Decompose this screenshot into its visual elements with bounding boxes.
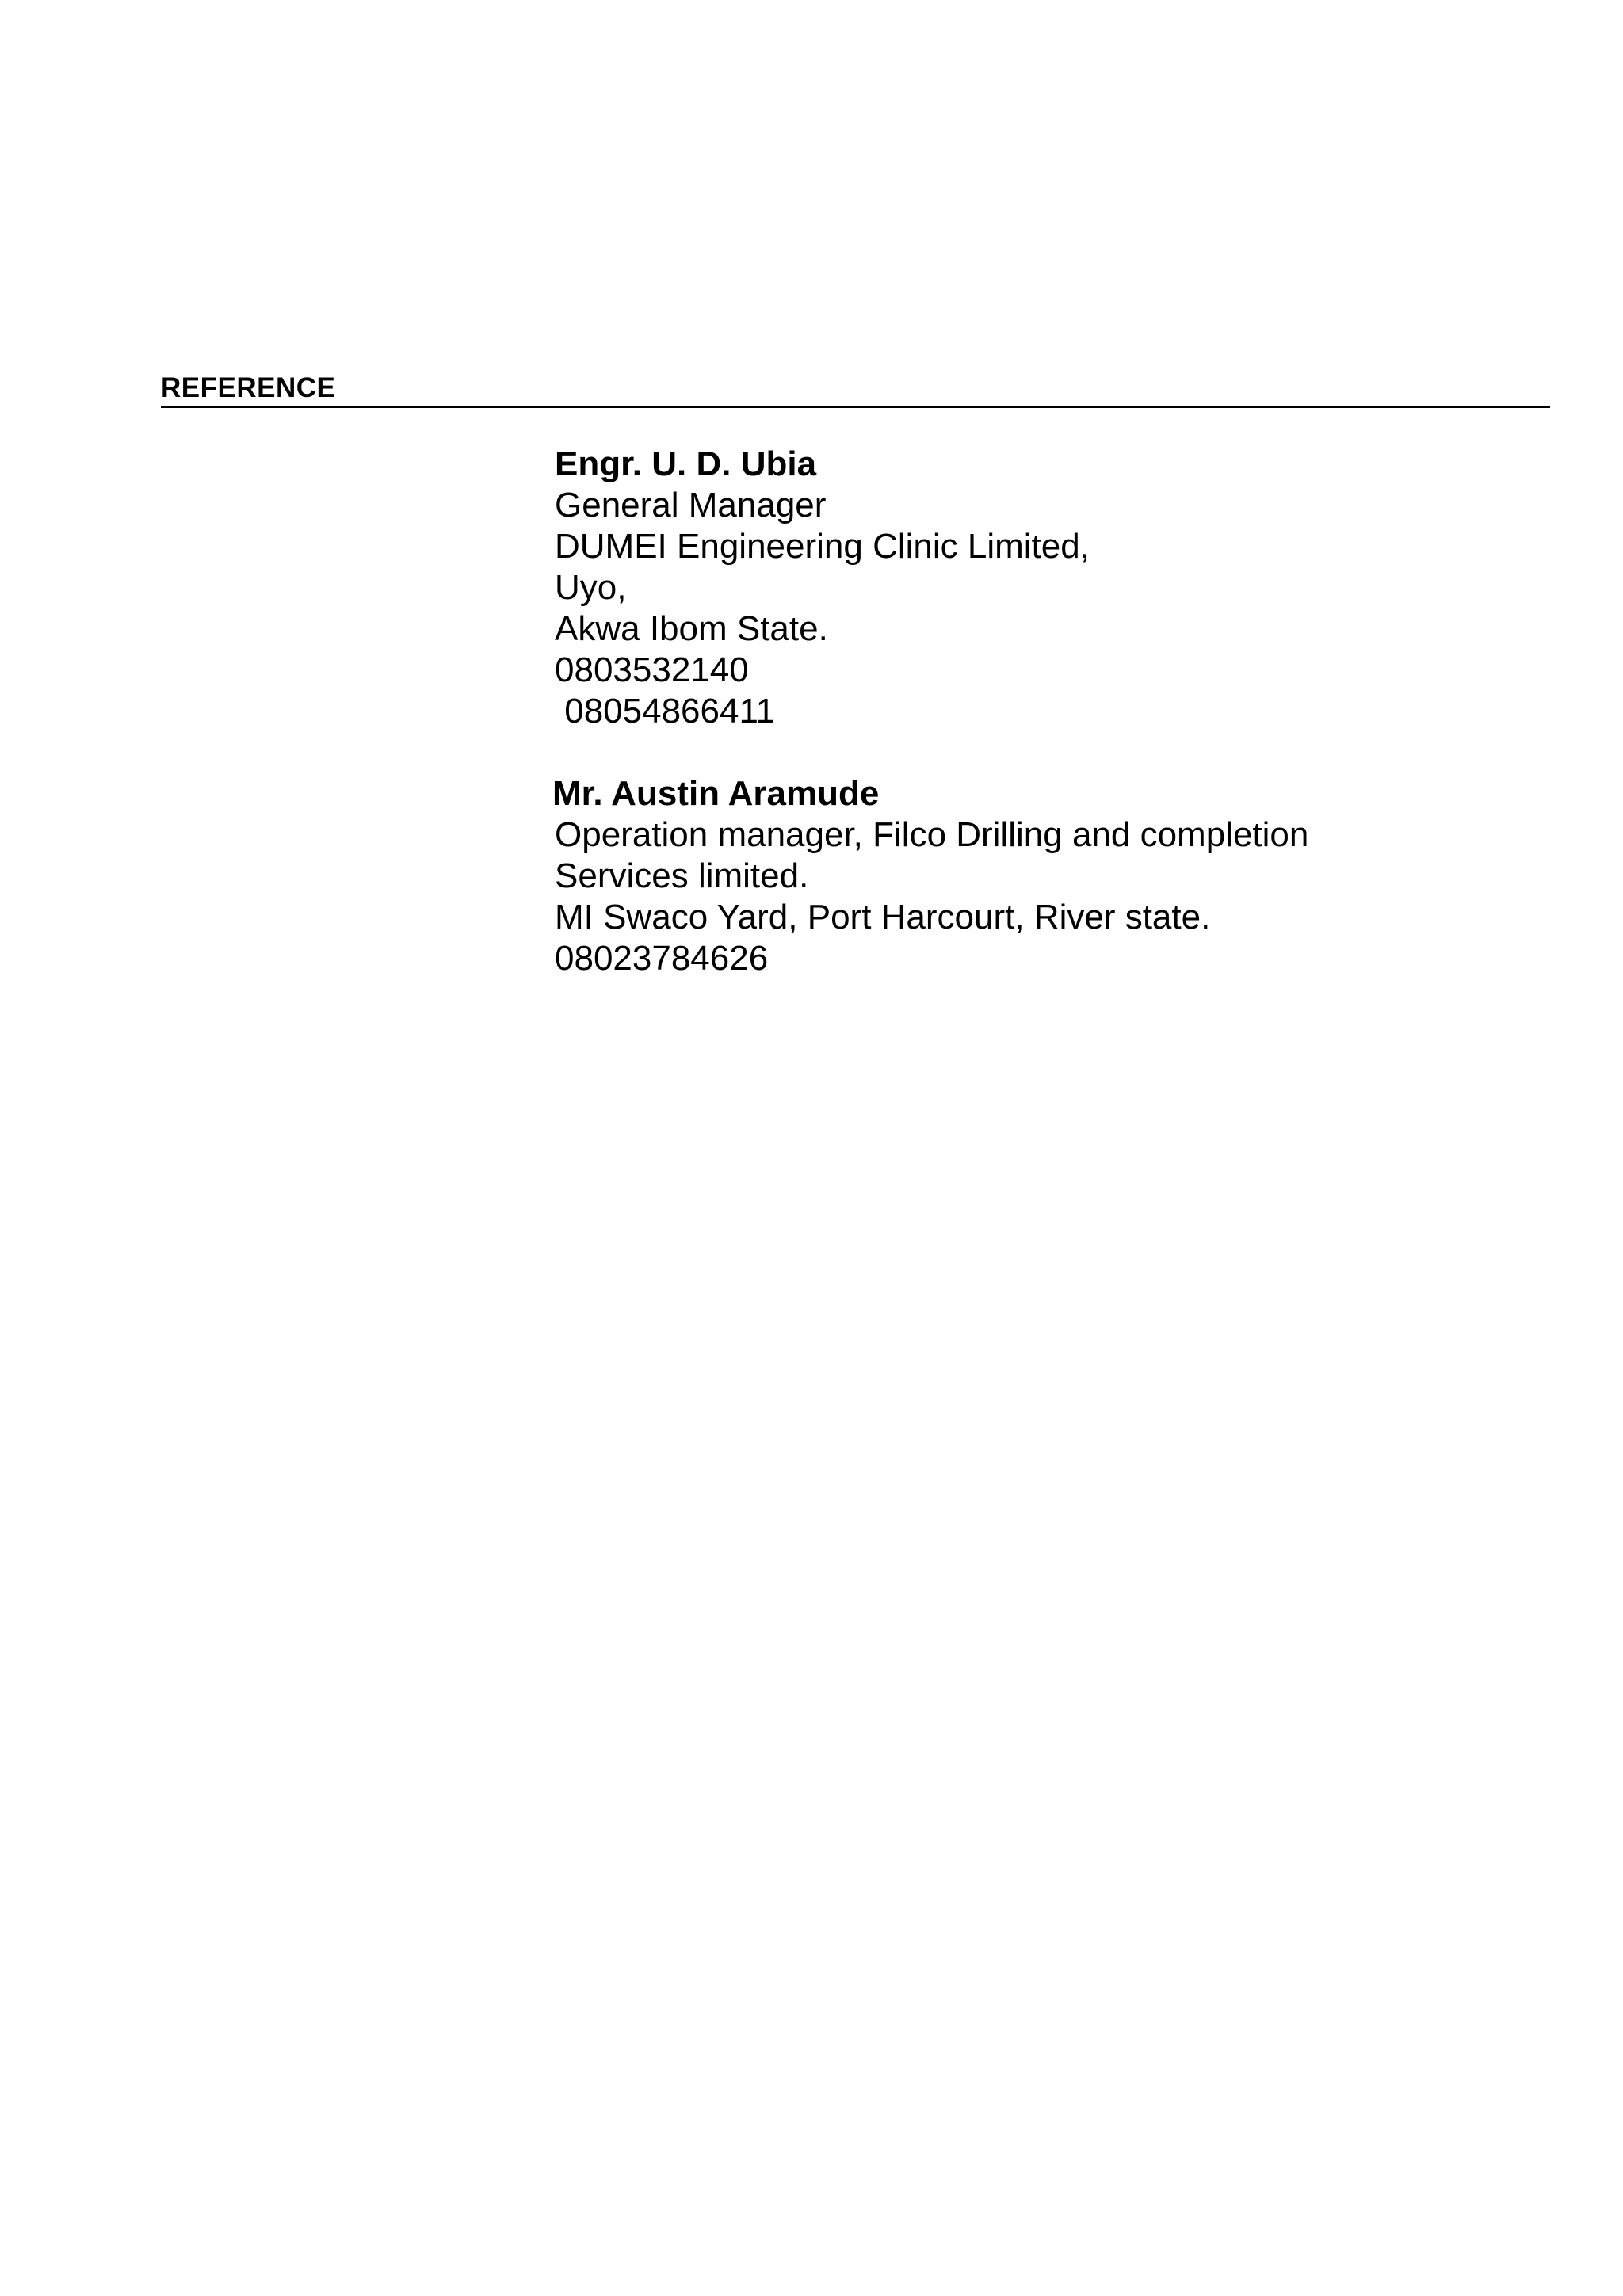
- referee-address: MI Swaco Yard, Port Harcourt, River state.: [555, 898, 1211, 936]
- referee-state: Akwa Ibom State.: [555, 609, 828, 648]
- referee-name: Mr. Austin Aramude: [552, 774, 880, 813]
- referee-position: Operation manager, Filco Drilling and completion: [555, 815, 1309, 854]
- referee-company: Services limited.: [555, 856, 809, 895]
- reference-entry-2: [552, 773, 1308, 979]
- referee-name: Engr. U. D. Ubia: [555, 444, 817, 483]
- section-title: REFERENCE: [161, 372, 336, 403]
- referee-company: DUMEI Engineering Clinic Limited,: [555, 527, 1090, 566]
- referee-title: General Manager: [555, 486, 827, 524]
- referee-city: Uyo,: [555, 568, 627, 607]
- referee-phone: 08023784626: [555, 939, 769, 978]
- referee-phone-1: 0803532140: [555, 650, 749, 689]
- reference-entry-1: [555, 444, 1090, 732]
- reference-section-header: [161, 369, 1550, 408]
- referee-phone-2: 08054866411: [555, 692, 776, 730]
